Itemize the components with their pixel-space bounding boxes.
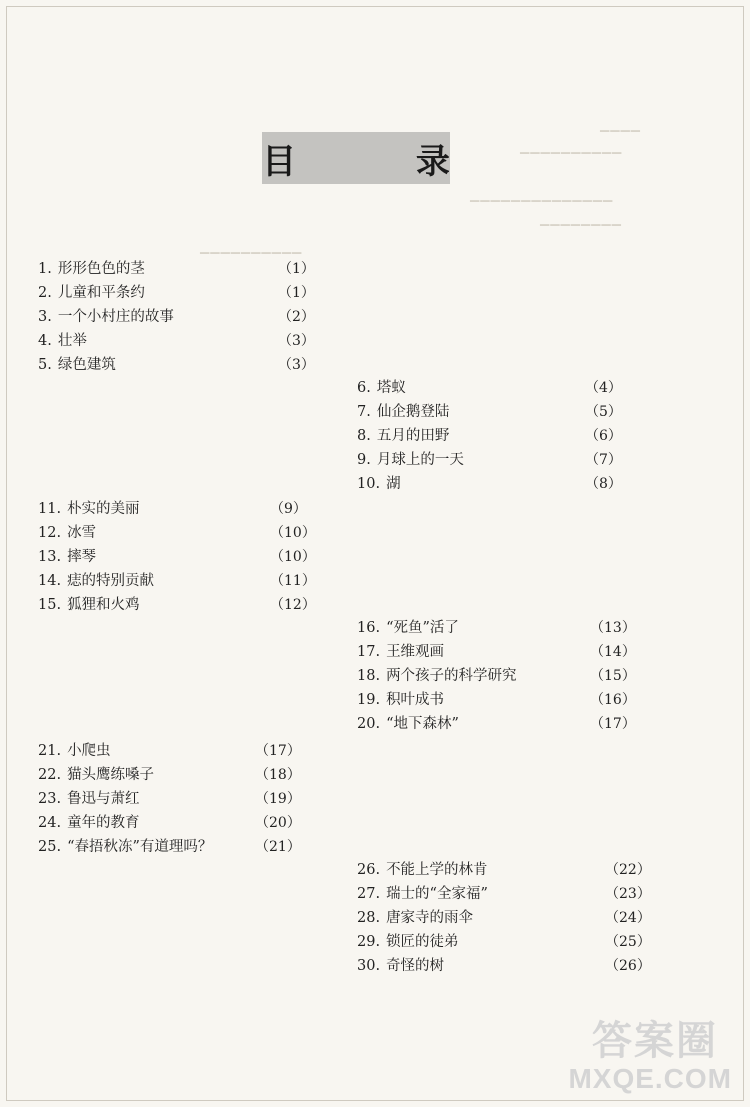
toc-entry-page: （12） bbox=[270, 597, 316, 613]
toc-entry bbox=[357, 883, 488, 905]
toc-entry-number: 6. bbox=[357, 380, 371, 396]
toc-entry-page: （5） bbox=[585, 404, 622, 420]
toc-entry-number: 2. bbox=[38, 285, 52, 301]
toc-entry-number: 17. bbox=[357, 644, 381, 660]
toc-entry-page: （22） bbox=[605, 862, 651, 878]
toc-entry-page: （20） bbox=[255, 815, 301, 831]
toc-entry-page: （17） bbox=[255, 743, 301, 759]
toc-entry bbox=[38, 812, 140, 834]
toc-entry-number: 24. bbox=[38, 815, 62, 831]
toc-entry bbox=[38, 836, 212, 858]
bleed-through-text: ▁▁▁▁▁▁▁▁▁▁ bbox=[520, 140, 623, 154]
toc-entry-page: （4） bbox=[585, 380, 622, 396]
toc-entry bbox=[38, 788, 140, 810]
toc-entry-number: 1. bbox=[38, 261, 52, 277]
toc-entry bbox=[357, 713, 459, 735]
toc-title: 目 录 bbox=[262, 141, 504, 182]
toc-entry-number: 26. bbox=[357, 862, 381, 878]
toc-entry bbox=[38, 498, 140, 520]
toc-entry bbox=[38, 594, 140, 616]
toc-entry bbox=[38, 354, 116, 376]
toc-entry-number: 30. bbox=[357, 958, 381, 974]
toc-entry-title: 朴实的美丽 bbox=[67, 501, 140, 517]
toc-entry bbox=[38, 522, 96, 544]
toc-entry-page: （14） bbox=[590, 644, 636, 660]
toc-entry bbox=[357, 955, 444, 977]
toc-entry bbox=[357, 907, 473, 929]
toc-entry-number: 8. bbox=[357, 428, 371, 444]
toc-entry-title: 童年的教育 bbox=[67, 815, 140, 831]
toc-entry-number: 19. bbox=[357, 692, 381, 708]
toc-entry-number: 13. bbox=[38, 549, 62, 565]
toc-entry-number: 14. bbox=[38, 573, 62, 589]
toc-entry-title: 猫头鹰练嗓子 bbox=[67, 767, 155, 783]
toc-entry-title: 瑞士的“全家福” bbox=[386, 886, 488, 902]
toc-entry bbox=[357, 401, 449, 423]
watermark-cn: 答案圈 bbox=[592, 1018, 718, 1064]
toc-entry-title: 王维观画 bbox=[386, 644, 445, 660]
toc-entry-number: 7. bbox=[357, 404, 371, 420]
toc-entry-number: 11. bbox=[38, 501, 62, 517]
toc-entry-page: （17） bbox=[590, 716, 636, 732]
bleed-through-text: ▁▁▁▁▁▁▁▁ bbox=[540, 212, 622, 226]
toc-entry-page: （10） bbox=[270, 549, 316, 565]
toc-entry-number: 20. bbox=[357, 716, 381, 732]
toc-entry-title: “地下森林” bbox=[386, 716, 459, 732]
toc-entry bbox=[357, 931, 459, 953]
toc-entry-title: 绿色建筑 bbox=[57, 357, 116, 373]
toc-entry-number: 10. bbox=[357, 476, 381, 492]
toc-entry-number: 3. bbox=[38, 309, 52, 325]
toc-entry bbox=[38, 546, 96, 568]
toc-entry-page: （26） bbox=[605, 958, 651, 974]
toc-entry bbox=[38, 740, 111, 762]
toc-entry-number: 23. bbox=[38, 791, 62, 807]
toc-entry bbox=[357, 473, 401, 495]
toc-entry bbox=[357, 617, 459, 639]
toc-entry-number: 28. bbox=[357, 910, 381, 926]
toc-entry-number: 9. bbox=[357, 452, 371, 468]
toc-entry-page: （15） bbox=[590, 668, 636, 684]
toc-entry-page: （7） bbox=[585, 452, 622, 468]
toc-entry-title: “春捂秋冻”有道理吗？ bbox=[67, 839, 213, 855]
toc-entry bbox=[357, 641, 444, 663]
toc-entry-page: （16） bbox=[590, 692, 636, 708]
toc-entry-page: （2） bbox=[278, 309, 315, 325]
watermark-en: MXQE.COM bbox=[568, 1063, 732, 1094]
toc-entry bbox=[38, 330, 87, 352]
toc-entry-title: 塔蚁 bbox=[376, 380, 406, 396]
toc-entry-title: 痣的特别贡献 bbox=[67, 573, 155, 589]
watermark bbox=[552, 1009, 732, 1095]
toc-entry-number: 29. bbox=[357, 934, 381, 950]
toc-entry-page: （1） bbox=[278, 285, 315, 301]
toc-entry-title: 鲁迅与萧红 bbox=[67, 791, 140, 807]
toc-entry-title: 一个小村庄的故事 bbox=[57, 309, 174, 325]
toc-entry-title: 锁匠的徒弟 bbox=[386, 934, 459, 950]
toc-entry-number: 5. bbox=[38, 357, 52, 373]
toc-entry-page: （13） bbox=[590, 620, 636, 636]
toc-entry-title: 形形色色的茎 bbox=[57, 261, 145, 277]
toc-entry bbox=[357, 449, 464, 471]
toc-entry-title: 仙企鹅登陆 bbox=[376, 404, 450, 420]
toc-entry-title: 狐狸和火鸡 bbox=[67, 597, 140, 613]
toc-entry-page: （23） bbox=[605, 886, 651, 902]
toc-entry bbox=[357, 377, 406, 399]
toc-entry bbox=[38, 764, 154, 786]
toc-entry-page: （24） bbox=[605, 910, 651, 926]
toc-entry-page: （25） bbox=[605, 934, 651, 950]
bleed-through-text: ▁▁▁▁▁▁▁▁▁▁▁▁▁▁ bbox=[470, 188, 614, 202]
toc-entry-title: 两个孩子的科学研究 bbox=[386, 668, 517, 684]
toc-entry-page: （11） bbox=[270, 573, 316, 589]
toc-entry-title: 壮举 bbox=[57, 333, 87, 349]
toc-entry-page: （19） bbox=[255, 791, 301, 807]
toc-entry-page: （8） bbox=[585, 476, 622, 492]
toc-entry bbox=[357, 689, 444, 711]
toc-entry-number: 22. bbox=[38, 767, 62, 783]
toc-entry-title: 月球上的一天 bbox=[376, 452, 464, 468]
toc-entry bbox=[357, 425, 449, 447]
toc-entry-number: 4. bbox=[38, 333, 52, 349]
toc-entry bbox=[38, 258, 145, 280]
toc-entry-number: 27. bbox=[357, 886, 381, 902]
toc-entry-title: 湖 bbox=[386, 476, 401, 492]
toc-entry bbox=[357, 859, 488, 881]
toc-entry-title: 冰雪 bbox=[67, 525, 97, 541]
toc-entry-page: （9） bbox=[270, 501, 307, 517]
bleed-through-text: ▁▁▁▁▁▁▁▁▁▁ bbox=[200, 240, 303, 254]
toc-entry-page: （18） bbox=[255, 767, 301, 783]
toc-entry-title: 小爬虫 bbox=[67, 743, 111, 759]
toc-entry-title: 儿童和平条约 bbox=[57, 285, 145, 301]
toc-entry-number: 21. bbox=[38, 743, 62, 759]
toc-entry bbox=[357, 665, 517, 687]
toc-entry bbox=[38, 282, 145, 304]
toc-entry-number: 12. bbox=[38, 525, 62, 541]
toc-entry bbox=[38, 306, 174, 328]
toc-entry-page: （21） bbox=[255, 839, 301, 855]
toc-entry-page: （3） bbox=[278, 357, 315, 373]
toc-entry-number: 16. bbox=[357, 620, 381, 636]
toc-entry-title: 唐家寺的雨伞 bbox=[386, 910, 474, 926]
toc-entry-page: （3） bbox=[278, 333, 315, 349]
toc-entry-page: （6） bbox=[585, 428, 622, 444]
bleed-through-text: ▁▁▁▁ bbox=[600, 118, 641, 132]
toc-entry-page: （1） bbox=[278, 261, 315, 277]
toc-entry-title: 五月的田野 bbox=[376, 428, 450, 444]
toc-entry-page: （10） bbox=[270, 525, 316, 541]
toc-entry-number: 25. bbox=[38, 839, 62, 855]
toc-entry-title: 积叶成书 bbox=[386, 692, 445, 708]
toc-entry-title: 奇怪的树 bbox=[386, 958, 445, 974]
toc-entry-title: 摔琴 bbox=[67, 549, 97, 565]
toc-entry-number: 15. bbox=[38, 597, 62, 613]
toc-entry bbox=[38, 570, 154, 592]
toc-title-box bbox=[262, 132, 504, 184]
toc-entry-title: “死鱼”活了 bbox=[386, 620, 459, 636]
toc-entry-title: 不能上学的林肯 bbox=[386, 862, 488, 878]
toc-entry-number: 18. bbox=[357, 668, 381, 684]
